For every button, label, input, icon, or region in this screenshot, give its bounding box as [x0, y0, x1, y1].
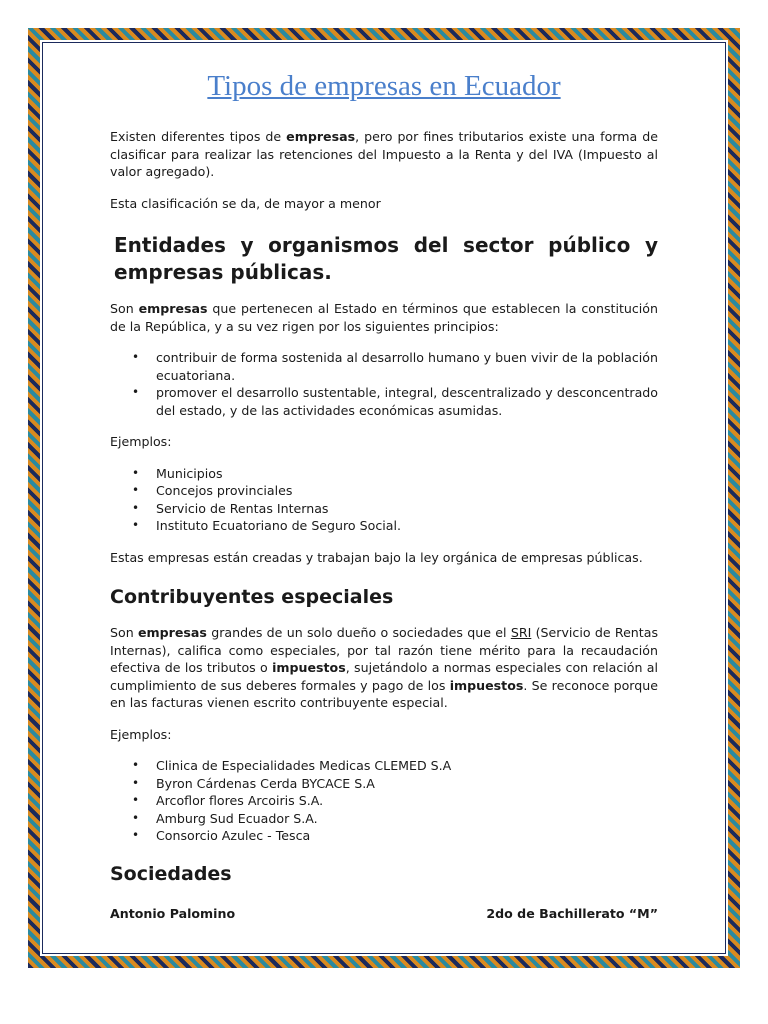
- list-item: • Clinica de Especialidades Medicas CLEMED S.A: [110, 757, 658, 775]
- list-item: • Concejos provinciales: [110, 482, 658, 500]
- special-examples-list: [110, 757, 658, 845]
- special-taxpayers-paragraph: Son empresas grandes de un solo dueño o sociedades que el SRI (Servicio de Rentas Internas), califica como especiales, por tal razón tiene mérito para la recaudación efectiva de los tributos o impuestos, sujetándolo a normas especiales con relación al cumplimiento de sus deberes formales y pago de los impuestos. Se reconoce porque en las facturas vienen escrito contribuyente especial.: [110, 625, 659, 710]
- public-closing-paragraph: Estas empresas están creadas y trabajan bajo la ley orgánica de empresas públicas.: [110, 549, 643, 565]
- examples-label: Ejemplos:: [110, 434, 172, 449]
- sri-link[interactable]: SRI: [510, 625, 532, 640]
- section-heading-special-taxpayers: Contribuyentes especiales: [110, 586, 394, 608]
- document-footer: [110, 905, 658, 923]
- examples-label: Ejemplos:: [110, 726, 172, 742]
- list-item: • Municipios: [110, 465, 658, 483]
- list-item: • Consorcio Azulec - Tesca: [110, 827, 658, 845]
- section-heading-societies: Sociedades: [110, 862, 232, 885]
- intro-paragraph: Existen diferentes tipos de empresas, pero por fines tributarios existe una forma de clasificar para realizar las retenciones del Impuesto a la Renta y del IVA (Impuesto al valor agregado).: [110, 129, 658, 179]
- public-entities-paragraph: Son empresas que pertenecen al Estado en términos que establecen la constitución de la República, y a su vez rigen por los siguientes principios:: [110, 301, 658, 334]
- list-item: • contribuir de forma sostenida al desarrollo humano y buen vivir de la población ecuatoriana.: [110, 349, 658, 384]
- principles-list: [110, 349, 658, 419]
- list-item: • Arcoflor flores Arcoiris S.A.: [110, 792, 658, 810]
- document-title: Tipos de empresas en Ecuador: [207, 70, 561, 102]
- list-item: • promover el desarrollo sustentable, integral, descentralizado y desconcentrado del estado, y de las actividades económicas asumidas.: [110, 384, 658, 419]
- class-label: 2do de Bachillerato “M”: [486, 905, 658, 921]
- section-heading-public-entities: Entidades y organismos del sector público y empresas públicas.: [114, 233, 658, 284]
- list-item: • Servicio de Rentas Internas: [110, 500, 658, 518]
- list-item: • Amburg Sud Ecuador S.A.: [110, 810, 658, 828]
- document-body: [110, 66, 658, 922]
- list-item: • Byron Cárdenas Cerda BYCACE S.A: [110, 775, 658, 793]
- list-item: • Instituto Ecuatoriano de Seguro Social.: [110, 517, 658, 535]
- public-examples-list: [110, 465, 658, 535]
- author-name: Antonio Palomino: [110, 905, 236, 921]
- classification-note: Esta clasificación se da, de mayor a menor: [110, 195, 381, 211]
